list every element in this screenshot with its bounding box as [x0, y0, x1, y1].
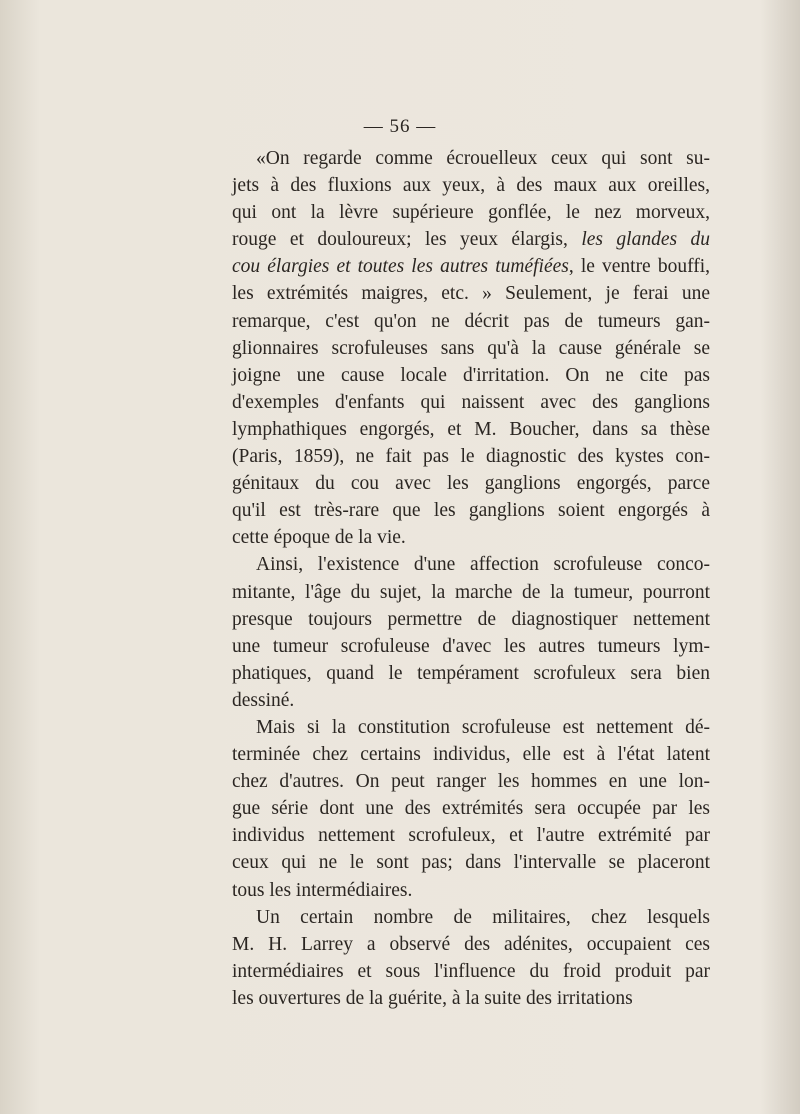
paragraph — [232, 714, 710, 904]
text-segment: tous les intermédiaires. — [232, 879, 413, 901]
text-segment: chez d'autres. On peut ranger les hommes en une lon- — [232, 771, 710, 793]
text-segment: cette époque de la vie. — [232, 527, 406, 549]
text-segment: M. H. Larrey a observé des adénites, occupaient ces — [232, 933, 710, 955]
text-line — [232, 904, 710, 931]
text-line — [232, 985, 710, 1012]
text-segment: jets à des fluxions aux yeux, à des maux aux oreilles, — [232, 175, 710, 197]
text-line — [232, 606, 710, 633]
text-line — [232, 579, 710, 606]
text-segment: les extrémités maigres, etc. » Seulement, je ferai une — [232, 283, 710, 305]
italic-text: cou élargies et toutes les autres tuméfiées — [232, 256, 569, 278]
text-segment: individus nettement scrofuleux, et l'autre extrémité par — [232, 825, 710, 847]
text-segment: Un certain nombre de militaires, chez lesquels — [256, 906, 710, 928]
text-line — [232, 335, 710, 362]
text-line — [232, 145, 710, 172]
text-line — [232, 958, 710, 985]
text-segment: dessiné. — [232, 689, 295, 711]
italic-text: les glandes du — [581, 229, 710, 251]
paragraph — [232, 904, 710, 1012]
text-segment: d'exemples d'enfants qui naissent avec des ganglions — [232, 391, 710, 413]
text-line — [232, 443, 710, 470]
text-segment: Mais si la constitution scrofuleuse est nettement dé- — [256, 716, 710, 738]
text-segment: terminée chez certains individus, elle est à l'état latent — [232, 744, 710, 766]
text-segment: qui ont la lèvre supérieure gonflée, le nez morveux, — [232, 202, 710, 224]
text-line — [232, 389, 710, 416]
text-line — [232, 470, 710, 497]
text-line — [232, 280, 710, 307]
text-segment: qu'il est très-rare que les ganglions soient engorgés à — [232, 500, 710, 522]
text-segment: ceux qui ne le sont pas; dans l'intervalle se placeront — [232, 852, 710, 874]
text-line — [232, 226, 710, 253]
text-line — [232, 551, 710, 578]
text-line — [232, 741, 710, 768]
text-line — [232, 822, 710, 849]
text-line — [232, 497, 710, 524]
text-line — [232, 172, 710, 199]
paragraph — [232, 551, 710, 714]
text-line — [232, 795, 710, 822]
text-line — [232, 931, 710, 958]
text-segment: mitante, l'âge du sujet, la marche de la tumeur, pourront — [232, 581, 710, 603]
text-segment: génitaux du cou avec les ganglions engorgés, parce — [232, 473, 710, 495]
text-segment: intermédiaires et sous l'influence du froid produit par — [232, 960, 710, 982]
text-line — [232, 660, 710, 687]
text-segment: rouge et douloureux; les yeux élargis, — [232, 229, 582, 251]
text-segment: glionnaires scrofuleuses sans qu'à la cause générale se — [232, 337, 710, 359]
text-segment: phatiques, quand le tempérament scrofuleux sera bien — [232, 662, 710, 684]
text-segment: remarque, c'est qu'on ne décrit pas de tumeurs gan- — [232, 310, 710, 332]
text-line — [232, 362, 710, 389]
text-line — [232, 199, 710, 226]
text-line — [232, 524, 710, 551]
text-line — [232, 714, 710, 741]
text-segment: lymphathiques engorgés, et M. Boucher, dans sa thèse — [232, 418, 710, 440]
text-segment: (Paris, 1859), ne fait pas le diagnostic des kystes con- — [232, 446, 710, 468]
page-number: — 56 — — [363, 116, 437, 137]
text-line — [232, 877, 710, 904]
text-line — [232, 687, 710, 714]
text-line — [232, 308, 710, 335]
text-line — [232, 768, 710, 795]
text-line — [232, 849, 710, 876]
text-line — [232, 416, 710, 443]
text-segment: gue série dont une des extrémités sera occupée par les — [232, 798, 710, 820]
text-segment: , le ventre bouffi, — [568, 256, 710, 278]
text-segment: les ouvertures de la guérite, à la suite des irritations — [232, 987, 633, 1009]
text-segment: presque toujours permettre de diagnostiquer nettement — [232, 608, 710, 630]
text-segment: joigne une cause locale d'irritation. On ne cite pas — [232, 364, 710, 386]
text-line — [232, 633, 710, 660]
text-segment: «On regarde comme écrouelleux ceux qui sont su- — [256, 148, 710, 169]
paragraph — [232, 145, 710, 551]
text-line — [232, 253, 710, 280]
text-segment: Ainsi, l'existence d'une affection scrofuleuse conco- — [256, 554, 710, 576]
body-text — [232, 145, 710, 1012]
text-segment: une tumeur scrofuleuse d'avec les autres tumeurs lym- — [232, 635, 710, 657]
